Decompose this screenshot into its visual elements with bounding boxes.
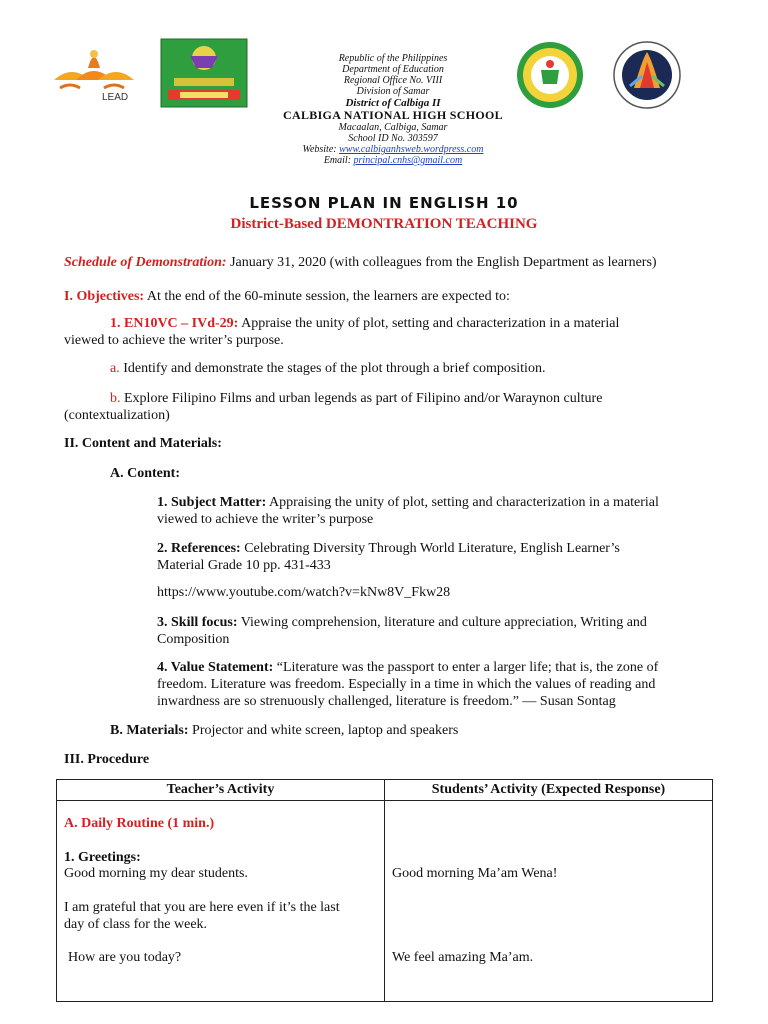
skill-focus-label: 3. Skill focus: — [157, 615, 238, 630]
skill-focus-text2: Composition — [157, 632, 230, 647]
school-name: CALBIGA NATIONAL HIGH SCHOOL — [283, 108, 503, 122]
district-logo — [160, 38, 248, 108]
department-line: Department of Education — [342, 64, 444, 75]
leap-logo — [46, 40, 148, 104]
teacher-grateful-line1: I am grateful that you are here even if it’s the last — [64, 900, 340, 915]
subject-matter-line1 — [157, 494, 723, 511]
objective-b-text1: Explore Filipino Films and urban legends as part of Filipino and/or Waraynon culture — [124, 391, 603, 406]
email-link[interactable]: principal.cnhs@gmail.com — [353, 155, 463, 166]
district-line: District of Calbiga II — [345, 97, 441, 109]
schedule-line — [64, 254, 724, 271]
email-line — [250, 155, 536, 166]
objective-code-line1 — [110, 315, 722, 332]
school-header — [250, 53, 536, 166]
objective-a-text: Identify and demonstrate the stages of the plot through a brief composition. — [123, 361, 546, 376]
address-line: Macaalan, Calbiga, Samar — [338, 122, 448, 133]
value-statement-label: 4. Value Statement: — [157, 660, 274, 675]
references-text1: Celebrating Diversity Through World Literature, English Learner’s — [244, 541, 620, 556]
content-materials-heading: II. Content and Materials: — [64, 436, 222, 451]
procedure-table — [56, 779, 713, 1002]
lesson-plan-title: LESSON PLAN IN ENGLISH 10 — [249, 194, 519, 212]
school-seal-logo — [515, 40, 585, 110]
objective-code: 1. EN10VC – IVd-29: — [110, 316, 239, 331]
materials-label: B. Materials: — [110, 723, 189, 738]
website-label: Website: — [302, 144, 337, 155]
subject-matter-label: 1. Subject Matter: — [157, 495, 267, 510]
value-statement-text2: freedom. Literature was freedom. Especially in a time in which the values of reading and — [157, 677, 656, 692]
references-text2: Material Grade 10 pp. 431-433 — [157, 558, 331, 573]
division-line: Division of Samar — [356, 86, 430, 97]
region-line: Regional Office No. VIII — [343, 75, 443, 86]
email-label: Email: — [323, 155, 352, 166]
references-line1 — [157, 540, 723, 557]
student-feel: We feel amazing Ma’am. — [392, 950, 534, 965]
teacher-activity-header: Teacher’s Activity — [57, 780, 385, 801]
objective-code-text2: viewed to achieve the writer’s purpose. — [64, 333, 284, 348]
value-statement-text3: inwardness are so strenuously challenged, literature is freedom.” — Susan Sontag — [157, 694, 616, 709]
teacher-how-are-you: How are you today? — [68, 950, 182, 965]
teacher-grateful-line2: day of class for the week. — [64, 917, 208, 932]
country-line: Republic of the Philippines — [338, 53, 448, 64]
lesson-plan-subtitle: District-Based DEMONTRATION TEACHING — [230, 216, 538, 232]
website-link[interactable]: www.calbiganhsweb.wordpress.com — [339, 144, 484, 155]
skill-focus-line1 — [157, 614, 723, 631]
materials-line — [110, 722, 722, 739]
procedure-heading: III. Procedure — [64, 752, 150, 767]
daily-routine-label: A. Daily Routine (1 min.) — [64, 816, 215, 831]
student-activity-header: Students’ Activity (Expected Response) — [385, 780, 713, 801]
school-id-line: School ID No. 303597 — [348, 133, 438, 144]
value-statement-line1 — [157, 659, 723, 676]
subject-matter-text2: viewed to achieve the writer’s purpose — [157, 512, 374, 527]
objective-a — [110, 360, 722, 377]
objectives-heading: I. Objectives: — [64, 289, 145, 304]
greetings-label: 1. Greetings: — [64, 850, 141, 865]
references-label: 2. References: — [157, 541, 241, 556]
website-line — [250, 144, 536, 155]
svg-text:LEAD: LEAD — [102, 92, 129, 103]
student-greeting: Good morning Ma’am Wena! — [392, 866, 558, 881]
objective-b-text2: (contextualization) — [64, 408, 170, 423]
teacher-activity-cell — [57, 801, 385, 1002]
value-statement-text1: “Literature was the passport to enter a larger life; that is, the zone of — [276, 660, 659, 675]
student-activity-cell — [385, 801, 713, 1002]
objectives-heading-line — [64, 288, 724, 305]
objective-a-label: a. — [110, 361, 120, 376]
teacher-greeting: Good morning my dear students. — [64, 866, 248, 881]
schedule-value: January 31, 2020 (with colleagues from the English Department as learners) — [230, 255, 657, 270]
objectives-intro: At the end of the 60-minute session, the learners are expected to: — [146, 289, 510, 304]
content-heading: A. Content: — [110, 466, 180, 481]
skill-focus-text1: Viewing comprehension, literature and culture appreciation, Writing and — [240, 615, 647, 630]
objective-b-label: b. — [110, 391, 121, 406]
objective-code-text1: Appraise the unity of plot, setting and characterization in a material — [241, 316, 620, 331]
reference-url[interactable]: https://www.youtube.com/watch?v=kNw8V_Fkw28 — [157, 585, 451, 600]
materials-text: Projector and white screen, laptop and speakers — [192, 723, 459, 738]
objective-b — [110, 390, 722, 407]
deped-seal-logo — [612, 40, 682, 110]
subject-matter-text1: Appraising the unity of plot, setting and characterization in a material — [268, 495, 659, 510]
procedure-table-header-row — [57, 780, 713, 801]
procedure-table-row — [57, 801, 713, 1002]
schedule-label: Schedule of Demonstration: — [64, 255, 227, 270]
